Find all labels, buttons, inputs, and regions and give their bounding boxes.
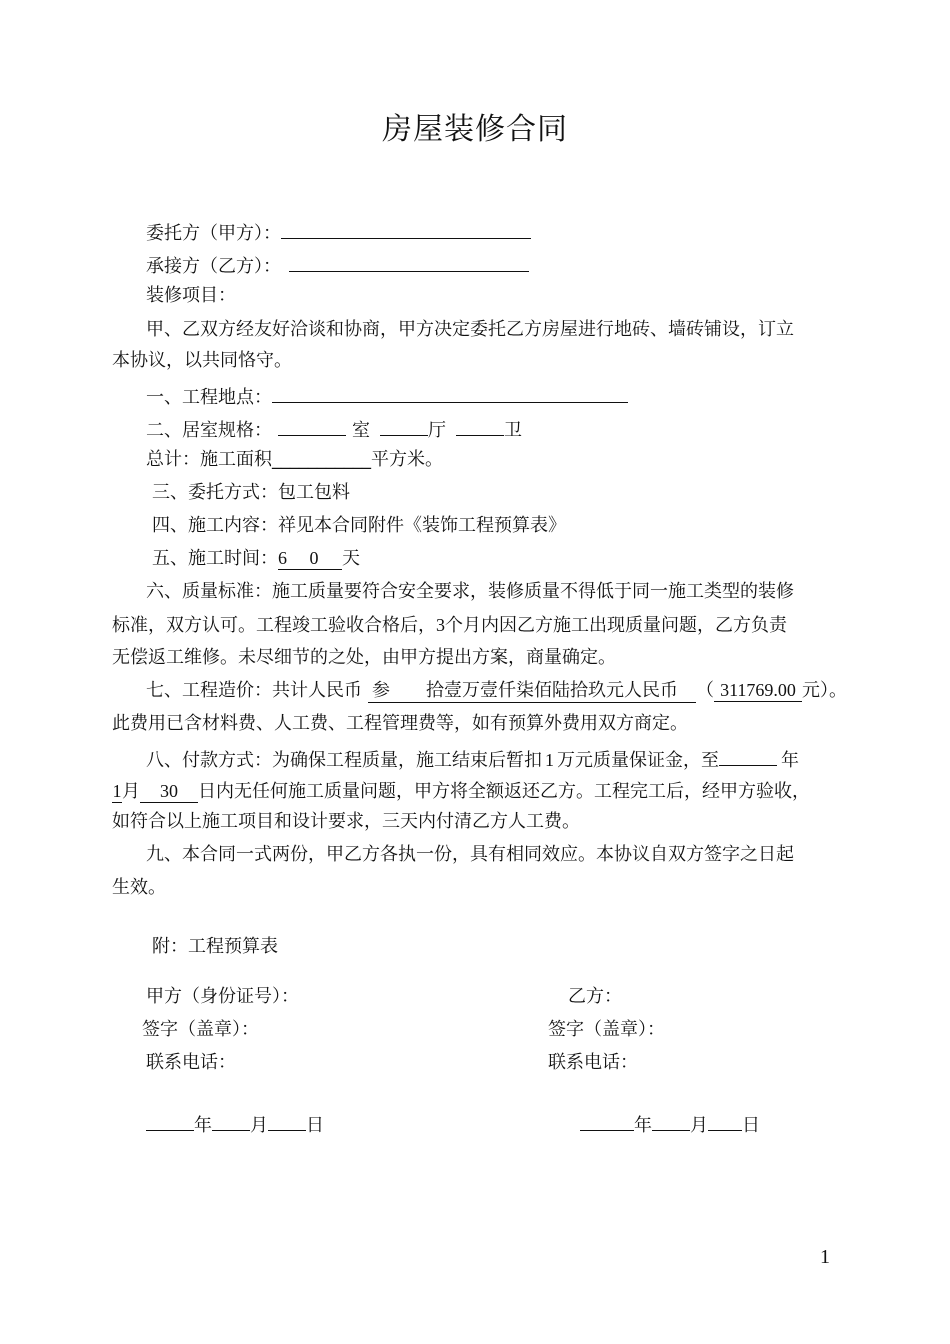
section-7-price	[146, 679, 847, 703]
total-area-line	[146, 448, 443, 472]
price-amount-chinese[interactable]: 参 拾壹万壹仟柒佰陆拾玖元人民币	[368, 680, 696, 703]
price-paren-open: （	[696, 680, 714, 701]
intro-line-2: 本协议，以共同恪守。	[112, 350, 292, 371]
party-b-year-label: 年	[634, 1115, 652, 1136]
room-count-blank[interactable]	[278, 415, 346, 436]
section-8-line-3: 如符合以上施工项目和设计要求，三天内付清乙方人工费。	[112, 811, 580, 832]
section-6-line-2	[112, 613, 787, 637]
section-9-line-2: 生效。	[112, 877, 166, 898]
price-tail: 元）。	[802, 680, 847, 701]
project-label: 装修项目：	[146, 285, 236, 306]
contractor-label: 承接方（乙方）：	[146, 256, 281, 277]
warranty-months: 3	[436, 615, 445, 635]
section-5-label: 五、施工时间：	[152, 548, 278, 569]
party-b-phone-label: 联系电话：	[548, 1052, 638, 1073]
attachment-note: 附：工程预算表	[152, 936, 278, 957]
section-2-label: 二、居室规格：	[146, 420, 272, 441]
party-b-month-label: 月	[690, 1115, 708, 1136]
year-label: 年	[781, 750, 799, 771]
section-2-room-spec	[146, 415, 522, 439]
intro-line-1: 甲、乙双方经友好洽谈和协商，甲方决定委托乙方房屋进行地砖、墙砖铺设，订立	[146, 319, 794, 340]
party-b-year-blank[interactable]	[580, 1110, 634, 1131]
section-5-duration	[152, 547, 360, 571]
party-b-date	[580, 1110, 760, 1134]
retention-day-value[interactable]: 30	[140, 780, 198, 803]
total-area-unit: 平方米。	[371, 449, 443, 470]
party-a-id-label: 甲方（身份证号）：	[146, 986, 299, 1007]
party-b-sign-label: 签字（盖章）：	[548, 1019, 665, 1040]
client-blank[interactable]	[281, 218, 531, 239]
section-6-line-1: 六、质量标准：施工质量要符合安全要求，装修质量不得低于同一施工类型的装修	[146, 581, 794, 602]
bath-unit: 卫	[504, 420, 522, 441]
party-a-month-label: 月	[250, 1115, 268, 1136]
section-6-text-b: 个月内因乙方施工出现质量问题，乙方负责	[445, 615, 787, 636]
party-a-day-label: 日	[306, 1115, 324, 1136]
price-amount-number[interactable]: 311769.00	[714, 679, 802, 702]
section-8-text-c: 日内无任何施工质量问题，甲方将全额返还乙方。工程完工后，经甲方验收，	[198, 781, 810, 802]
party-a-year-blank[interactable]	[146, 1110, 194, 1131]
retention-year-blank[interactable]	[719, 745, 777, 766]
hall-unit: 厅	[428, 420, 446, 441]
section-7-label: 七、工程造价：共计人民币	[146, 680, 362, 701]
hall-count-blank[interactable]	[380, 415, 428, 436]
section-8-text-b: 万元质量保证金，至	[557, 750, 719, 771]
client-label: 委托方（甲方）：	[146, 223, 281, 244]
party-a-phone-label: 联系电话：	[146, 1052, 236, 1073]
party-b-label: 乙方：	[568, 986, 622, 1007]
party-a-month-blank[interactable]	[212, 1110, 250, 1131]
section-8-text-a: 八、付款方式：为确保工程质量，施工结束后暂扣	[146, 750, 542, 771]
party-a-year-label: 年	[194, 1115, 212, 1136]
section-9-line-1: 九、本合同一式两份，甲乙方各执一份，具有相同效应。本协议自双方签字之日起	[146, 844, 794, 865]
duration-value[interactable]: 6 0	[278, 547, 342, 570]
party-b-day-blank[interactable]	[708, 1110, 742, 1131]
section-1-label: 一、工程地点：	[146, 387, 272, 408]
party-a-day-blank[interactable]	[268, 1110, 306, 1131]
total-area-label: 总计：施工面积	[146, 449, 272, 470]
section-1-location	[146, 382, 628, 406]
room-unit: 室	[352, 420, 370, 441]
party-a-sign-label: 签字（盖章）：	[142, 1019, 259, 1040]
section-6-text-a: 标准，双方认可。工程竣工验收合格后，	[112, 615, 436, 636]
section-7-line-2: 此费用已含材料费、人工费、工程管理费等，如有预算外费用双方商定。	[112, 713, 688, 734]
section-3-method: 三、委托方式：包工包料	[152, 482, 350, 503]
total-area-blank[interactable]: ___________	[272, 449, 371, 470]
section-8-line-1	[146, 745, 799, 769]
retention-amount: 1	[545, 750, 554, 770]
retention-month-value[interactable]: 1	[112, 781, 122, 801]
party-b-month-blank[interactable]	[652, 1110, 690, 1131]
duration-unit: 天	[342, 548, 360, 569]
party-a-date	[146, 1110, 324, 1134]
section-6-line-3: 无偿返工维修。未尽细节的之处，由甲方提出方案，商量确定。	[112, 647, 616, 668]
document-title: 房屋装修合同	[382, 112, 568, 147]
section-4-content: 四、施工内容：祥见本合同附件《装饰工程预算表》	[152, 515, 566, 536]
page-number: 1	[820, 1246, 830, 1268]
party-b-day-label: 日	[742, 1115, 760, 1136]
client-line	[146, 218, 531, 242]
location-blank[interactable]	[272, 382, 628, 403]
contractor-blank[interactable]	[289, 251, 529, 272]
month-label: 月	[122, 781, 140, 802]
section-8-line-2	[112, 780, 810, 804]
contractor-line	[146, 251, 529, 275]
bath-count-blank[interactable]	[456, 415, 504, 436]
